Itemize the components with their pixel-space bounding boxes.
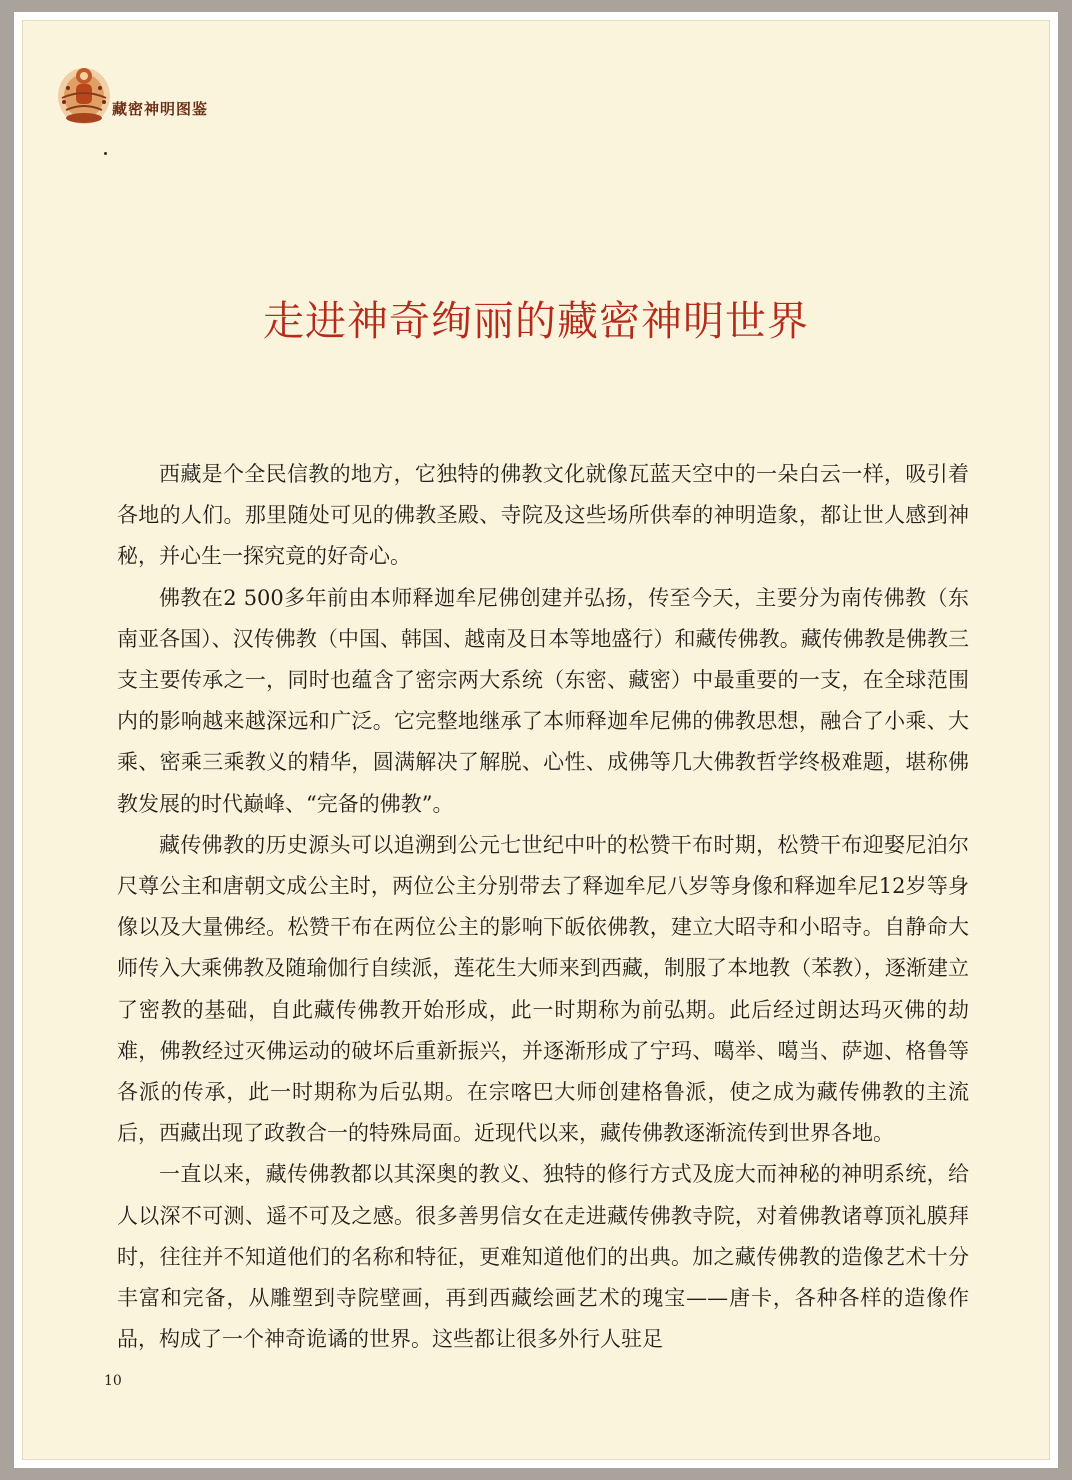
paragraph: 西藏是个全民信教的地方，它独特的佛教文化就像瓦蓝天空中的一朵白云一样，吸引着各地的人们。那里随处可见的佛教圣殿、寺院及这些场所供奉的神明造象，都让世人感到神秘，并心生一探究竟的好奇心。 (117, 462, 969, 569)
article-body (117, 454, 969, 1360)
header-dot (104, 152, 107, 155)
paragraph: 一直以来，藏传佛教都以其深奥的教义、独特的修行方式及庞大而神秘的神明系统，给人以深不可测、遥不可及之感。很多善男信女在走进藏传佛教寺院，对着佛教诸尊顶礼膜拜时，往往并不知道他们的名称和特征，更难知道他们的出典。加之藏传佛教的造像艺术十分丰富和完备，从雕塑到寺院壁画，再到西藏绘画艺术的瑰宝——唐卡，各种各样的造像作品，构成了一个神奇诡谲的世界。这些都让很多外行人驻足 (117, 1162, 969, 1352)
paragraph: 佛教在2 500多年前由本师释迦牟尼佛创建并弘扬，传至今天，主要分为南传佛教（东南亚各国）、汉传佛教（中国、韩国、越南及日本等地盛行）和藏传佛教。藏传佛教是佛教三支主要传承之一，同时也蕴含了密宗两大系统（东密、藏密）中最重要的一支，在全球范围内的影响越来越深远和广泛。它完整地继承了本师释迦牟尼佛的佛教思想，融合了小乘、大乘、密乘三乘教义的精华，圆满解决了解脱、心性、成佛等几大佛教哲学终极难题，堪称佛教发展的时代巅峰、“完备的佛教”。 (117, 585, 969, 816)
deity-emblem-icon (52, 58, 116, 128)
book-page (22, 20, 1050, 1460)
running-header (52, 58, 312, 128)
book-title: 藏密神明图鉴 (112, 100, 209, 118)
page-number: 10 (104, 1373, 122, 1389)
page-title: 走进神奇绚丽的藏密神明世界 (263, 297, 809, 345)
paragraph: 藏传佛教的历史源头可以追溯到公元七世纪中叶的松赞干布时期，松赞干布迎娶尼泊尔尺尊公主和唐朝文成公主时，两位公主分别带去了释迦牟尼八岁等身像和释迦牟尼12岁等身像以及大量佛经。松赞干布在两位公主的影响下皈依佛教，建立大昭寺和小昭寺。自静命大师传入大乘佛教及随瑜伽行自续派，莲花生大师来到西藏，制服了本地教（苯教），逐渐建立了密教的基础，自此藏传佛教开始形成，此一时期称为前弘期。此后经过朗达玛灭佛的劫难，佛教经过灭佛运动的破坏后重新振兴，并逐渐形成了宁玛、噶举、噶当、萨迦、格鲁等各派的传承，此一时期称为后弘期。在宗喀巴大师创建格鲁派，使之成为藏传佛教的主流后，西藏出现了政教合一的特殊局面。近现代以来，藏传佛教逐渐流传到世界各地。 (117, 832, 969, 1146)
